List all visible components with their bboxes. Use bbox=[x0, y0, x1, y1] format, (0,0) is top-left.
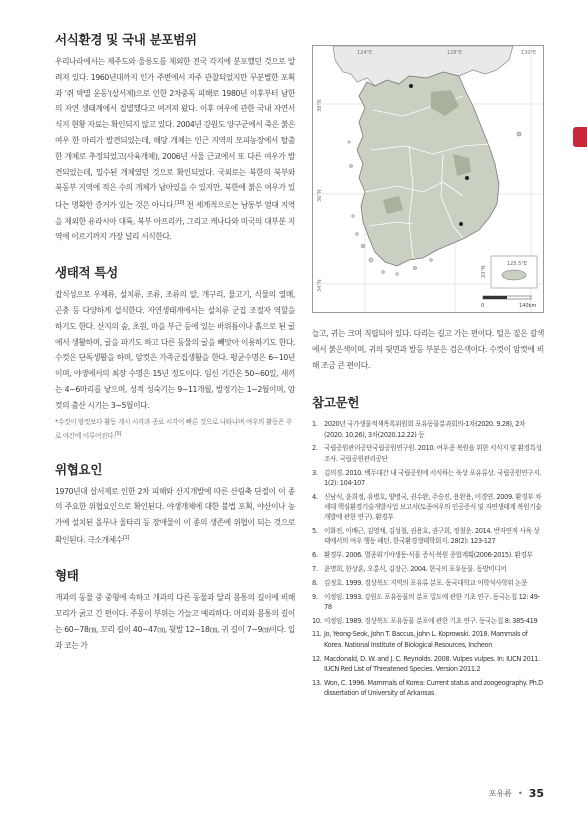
reference-item bbox=[312, 564, 544, 574]
scale-bar bbox=[481, 296, 536, 309]
distribution-map bbox=[312, 45, 544, 313]
reference-text: Jo, Yeong-Seok, John T. Baccus, John L. Koprowski. 2018. Mammals of Korea. National Institute of Biological Resources, Incheon bbox=[324, 630, 528, 649]
reference-item bbox=[312, 419, 544, 440]
korea-map-svg bbox=[313, 46, 544, 313]
reference-text: 김의경. 2010. 백두대간 내 국립공원에 서식하는 육상 포유류상. 국립공원연구지. 1(2): 104-107 bbox=[324, 468, 541, 487]
reference-number: 8. bbox=[312, 578, 318, 587]
reference-text: 이정임. 1993. 강원도 포유동물의 분포 밀도에 관한 기초 연구. 동국논집 12: 49-78 bbox=[324, 592, 540, 611]
reference-number: 2. bbox=[312, 444, 318, 453]
scale-zero-label: 0 bbox=[481, 303, 485, 309]
threats-text: 1970년대 살서제로 인한 2차 피해와 산지개발에 따른 산림축 단절이 이 종의 주요한 위협요인으로 확인된다. 야생개체에 대한 불법 포획, 야산이나 농가에 설치된 올무나 울타리 등 장애물이 이 종의 생존에 위협이 되는 것으로 확인된다. 극소개체수[1] bbox=[55, 486, 295, 545]
reference-item bbox=[312, 526, 544, 547]
reference-number: 11. bbox=[312, 630, 322, 639]
reference-item bbox=[312, 550, 544, 560]
reference-text: Macdonald, D. W. and J. C. Reynolds. 2008. Vulpes vulpes. In: IUCN 2011. IUCN Red List of Threatened Species. Version 2011.2 bbox=[324, 654, 540, 673]
reference-item bbox=[312, 492, 544, 523]
morphology-text-continued: 늘고, 귀는 크며 직립되어 있다. 다리는 길고 가는 편이다. 털은 짙은 갈색에서 붉은색이며, 귀의 뒷면과 발등 부분은 검은색이다. 수컷이 암컷에 비해 조금 큰 편이다. bbox=[312, 329, 544, 370]
lon-label-128: 128°E bbox=[447, 50, 463, 56]
footer-title: 포유류 bbox=[488, 789, 512, 798]
reference-text: 환경부. 2006. 멸종위기야생동·식물 증식·복원 종합계획(2006-2015). 환경부 bbox=[324, 551, 533, 560]
reference-item bbox=[312, 629, 544, 650]
page-footer bbox=[489, 787, 544, 800]
reference-text: 2020년 국가생물적색목록위원회 포유동물분과회의-1차(2020. 9.28), 2차(2020. 10.26), 3차(2020.12.22) 등 bbox=[324, 420, 526, 439]
reference-number: 3. bbox=[312, 468, 318, 477]
reference-text: 이정임. 1989. 경상북도 포유동물 분포에 관한 기초 연구. 동국논집 8: 385-419 bbox=[324, 616, 538, 625]
page-number: 35 bbox=[528, 787, 544, 800]
reference-number: 7. bbox=[312, 564, 318, 573]
reference-item bbox=[312, 654, 544, 675]
morphology-text: 개과의 동물 중 중형에 속하고 개과의 다른 동물과 달리 몸통의 길이에 비해 꼬리가 굵고 긴 편이다. 주둥이 부위는 가늘고 예리하다. 머리와 몸통의 길이는 60~78㎝, 꼬리 길이 40~47㎝, 뒷발 12~18㎝, 귀 길이 7~9㎝이다. 입과 코는 가 bbox=[55, 593, 295, 650]
scale-km-label: 140km bbox=[519, 303, 537, 309]
jeju-island bbox=[502, 270, 526, 280]
morphology-section bbox=[55, 566, 295, 653]
threats-section bbox=[55, 460, 295, 549]
inset-lat-label: 33°N bbox=[481, 265, 487, 278]
references-heading: 참고문헌 bbox=[312, 395, 360, 411]
lon-label-130: 130°E bbox=[521, 50, 537, 56]
left-column bbox=[55, 30, 295, 668]
reference-number: 13. bbox=[312, 678, 322, 687]
lat-label-36: 36°N bbox=[317, 189, 323, 202]
reference-text: 이화진, 이배근, 김영채, 김성철, 권용호, 권구희, 정철운. 2014. 반자연적 사육 상태에서의 여우 행동 패턴. 한국환경생태학회지. 28(2): 123-127 bbox=[324, 527, 540, 546]
reference-item bbox=[312, 443, 544, 464]
reference-item bbox=[312, 678, 544, 699]
ecology-section bbox=[55, 263, 295, 442]
habitat-heading: 서식환경 및 국내 분포범위 bbox=[55, 32, 197, 47]
reference-number: 5. bbox=[312, 527, 318, 536]
reference-number: 12. bbox=[312, 654, 322, 663]
reference-number: 1. bbox=[312, 420, 318, 429]
habitat-text: 우리나라에서는 제주도와 울릉도를 제외한 전국 각지에 분포했던 것으로 알려져 있다. 1960년대까지 인가 주변에서 자주 관찰되었지만 무분별한 포획과 '쥐 박멸 운동'(살서제)으로 인한 2차중독 피해로 1980년 이후부터 남한의 자연 생태계에서 절멸했다고 여겨져 왔다. 이후 여우에 관한 국내 자연서식지 현황 자료는 확인되지 않고 있다. 2004년 강원도 양구군에서 죽은 붉은여우 한 마리가 발견되었는데, 해당 개체는 인근 지역의 모피농장에서 탈출한 개체로 추정되었고(사육개체), 2006년 서울 근교에서 또 다른 여우가 발견되었는데, 밀수된 개체였던 것으로 확인되었다. 국외로는 북한의 북부와 북동부 지역에 적은 수의 개체가 남아있을 수 있지만, 북한에 붉은 여우가 있다는 명확한 증거가 있는 것은 아니다.[10] 전 세계적으로는 남동부 열대 지역을 제외한 유라시아 대륙, 북부 아프리카, 그리고 캐나다와 미국의 대부분 지역에 이르기까지 가장 널리 서식한다. bbox=[55, 57, 295, 242]
ulleungdo-island bbox=[517, 132, 521, 136]
reference-text: Won, C. 1996. Mammals of Korea: Current status and zoogeography. Ph.D dissertation of University of Arkansas bbox=[324, 678, 543, 697]
lon-label-124: 124°E bbox=[357, 50, 373, 56]
ecology-text: 잡식성으로 우제류, 설치류, 조류, 조류의 알, 개구리, 물고기, 식물의 열매, 곤충 등 다양하게 섭식한다. 자연생태계에서는 설치류 군집 조절자 역할을 하기도 한다. 산지의 숲, 초원, 마을 부근 등에 있는 바위틈이나 흙으로 된 굴에서 생활하며, 굴을 파기도 하고 다른 동물의 굴을 빼앗아 이용하기도 한다. 수컷은 단독생활을 하며, 암컷은 가족군집생활을 한다. 평균수명은 6~10년이며, 야생에서의 최장 수명은 15년 정도이다. 임신 기간은 50~60일, 새끼는 4~6마리를 낳으며, 성적 성숙기는 9~11개월, 발정기는 1~2월이며, 암컷의 출산 시기는 3~5월이다. bbox=[55, 290, 295, 410]
reference-number: 9. bbox=[312, 592, 318, 601]
reference-item bbox=[312, 616, 544, 626]
morphology-heading: 형태 bbox=[55, 568, 79, 584]
section-tab-marker bbox=[573, 127, 587, 147]
inset-lon-label: 125.5°E bbox=[507, 261, 527, 267]
reference-item bbox=[312, 578, 544, 588]
footer-separator: • bbox=[517, 789, 523, 798]
reference-text: 윤명희, 한상훈, 오홍식, 김장근. 2004. 한국의 포유동물. 동방미디어 bbox=[324, 564, 507, 573]
south-korea-land bbox=[357, 72, 499, 266]
reference-number: 10. bbox=[312, 616, 322, 625]
reference-item bbox=[312, 468, 544, 489]
ecology-heading: 생태적 특성 bbox=[55, 265, 118, 281]
reference-text: 김정호. 1999. 경상북도 지역의 포유류 분포. 동국대학교 이학석사학위 논문 bbox=[324, 578, 528, 587]
reference-number: 4. bbox=[312, 492, 318, 501]
reference-text: 국립공원관리공단국립공원연구원. 2010. 여우종 복원을 위한 서식지 및 환경특성 조사. 국립공원관리공단 bbox=[324, 444, 542, 463]
ecology-note: *수컷이 암컷보다 활동 개시 시각과 종료 시각이 빠른 것으로 나타나며 여우의 활동은 주로 야간에 이루어진다.[5] bbox=[55, 417, 292, 440]
references-list bbox=[312, 419, 544, 698]
reference-item bbox=[312, 592, 544, 613]
lat-label-38: 38°N bbox=[317, 99, 323, 112]
reference-text: 신남식, 윤희정, 유병호, 양병국, 권수완, 주승진, 용완용, 이경연. 2009. 환경부 차세대 핵심환경기술개발사업 보고서(토종여우의 인공증식 및 자연생태계 복원기술 개발에 관한 연구). 환경부 bbox=[324, 492, 542, 522]
reference-number: 6. bbox=[312, 551, 318, 560]
threats-heading: 위협요인 bbox=[55, 461, 103, 477]
lat-label-34: 34°N bbox=[317, 279, 323, 292]
right-column bbox=[312, 326, 544, 702]
habitat-section bbox=[55, 30, 295, 245]
